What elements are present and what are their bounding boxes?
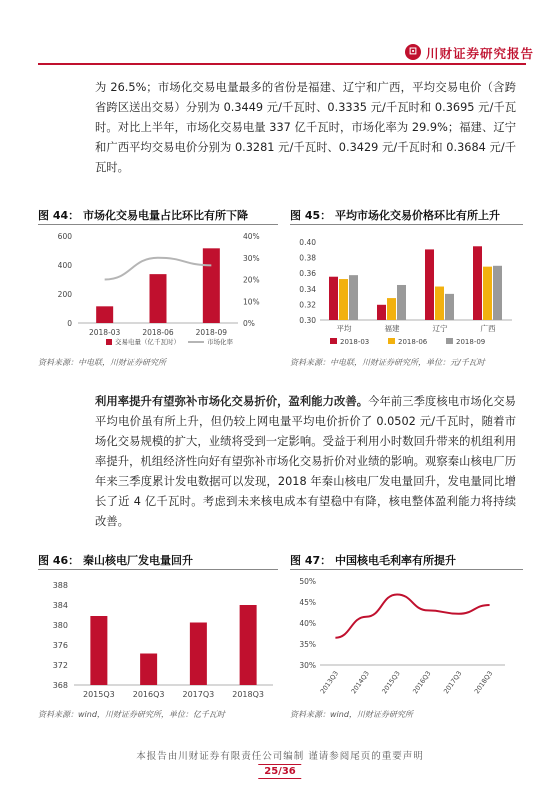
bar-trade-volume <box>203 248 220 323</box>
chart-svg <box>38 228 278 353</box>
x-tick-label: 2014Q3 <box>349 669 371 696</box>
figure-47-chart <box>290 573 523 705</box>
figure-44-chart <box>38 228 278 353</box>
x-tick-label: 2017Q3 <box>442 669 464 696</box>
figure-45-chart <box>290 228 523 353</box>
figure-47-rule <box>290 569 523 570</box>
x-tick-label: 2015Q3 <box>380 669 402 696</box>
bar-price <box>473 246 482 320</box>
bar-generation <box>90 616 107 685</box>
x-tick-label: 2018-09 <box>195 328 228 337</box>
y-tick-label: 0.38 <box>299 253 316 263</box>
bar-price <box>387 298 396 320</box>
y-tick-label: 0.34 <box>299 284 316 294</box>
x-tick-label: 2013Q3 <box>318 669 341 696</box>
figure-45-source: 资料来源：中电联，川财证券研究所，单位：元/千瓦时 <box>290 358 485 367</box>
y-tick-label: 0.30 <box>299 316 316 325</box>
y-left-tick-label: 0 <box>67 319 72 328</box>
y-tick-label: 50% <box>299 577 316 586</box>
y-tick-label: 376 <box>52 641 68 650</box>
bar-price <box>397 285 406 320</box>
figure-47-title: 图 47： 中国核电毛利率有所提升 <box>290 554 456 567</box>
x-tick-label: 辽宁 <box>432 324 448 333</box>
bar-generation <box>140 654 157 686</box>
header-divider <box>38 63 526 65</box>
y-right-tick-label: 10% <box>243 297 260 307</box>
chart-svg <box>290 573 523 705</box>
x-tick-label: 2018Q3 <box>472 669 495 696</box>
legend-swatch <box>330 338 337 344</box>
x-tick-label: 福建 <box>384 324 400 333</box>
y-right-tick-label: 0% <box>243 319 255 328</box>
y-tick-label: 0.36 <box>299 269 316 279</box>
bar-generation <box>240 605 257 685</box>
figure-46-title: 图 46： 秦山核电厂发电量回升 <box>38 554 193 567</box>
x-tick-label: 广西 <box>480 324 496 333</box>
page-number: 25/36 <box>258 764 301 779</box>
chart-svg <box>290 228 523 353</box>
y-tick-label: 372 <box>52 661 68 670</box>
y-tick-label: 30% <box>299 661 316 670</box>
x-tick-label: 2018Q3 <box>232 690 264 699</box>
bar-price <box>435 287 444 320</box>
x-tick-label: 2018-03 <box>88 328 121 337</box>
bar-price <box>483 267 492 320</box>
y-tick-label: 40% <box>299 619 316 628</box>
bar-price <box>349 275 358 320</box>
chart-svg <box>38 573 278 705</box>
figure-45-rule <box>290 224 523 225</box>
x-tick-label: 2018-06 <box>142 328 174 337</box>
x-tick-label: 2015Q3 <box>83 690 115 699</box>
paragraph-2-lead: 利用率提升有望弥补市场化交易折价，盈利能力改善。 <box>95 395 369 408</box>
legend-label: 2018-06 <box>398 338 428 346</box>
y-tick-label: 388 <box>52 581 68 590</box>
figure-45-title: 图 45： 平均市场化交易价格环比有所上升 <box>290 209 500 222</box>
y-right-tick-label: 40% <box>243 232 260 241</box>
y-tick-label: 384 <box>52 601 68 610</box>
figure-44-title: 图 44： 市场化交易电量占比环比有所下降 <box>38 209 248 222</box>
paragraph-2-body: 今年前三季度核电市场化交易平均电价虽有所上升，但仍较上网电量平均电价折价了 0.0502 元/千瓦时，随着市场化交易规模的扩大，业绩将受到一定影响。受益于利用小时数回升带来的机组利用率提升，机组经济性向好有望弥补市场化交易折价对业绩的影响。观察秦山核电厂历年来三季度累计发电数据可以发现，2018 年秦山核电厂发电量回升，发电量同比增长了近 4 亿千瓦时。考虑到未来核电成本有望稳中有降，核电整体盈利能力将持续改善。 <box>95 395 516 528</box>
bar-trade-volume <box>150 274 167 323</box>
bar-price <box>445 294 454 320</box>
legend-label: 2018-09 <box>456 338 486 346</box>
bar-price <box>377 305 386 320</box>
bar-price <box>425 249 434 320</box>
bar-price <box>329 277 338 320</box>
y-tick-label: 0.40 <box>299 238 316 247</box>
page-header <box>0 0 560 66</box>
y-tick-label: 0.32 <box>299 300 316 310</box>
legend-swatch-volume <box>106 339 112 345</box>
y-left-tick-label: 200 <box>57 290 72 299</box>
y-left-tick-label: 600 <box>57 232 72 241</box>
y-right-tick-label: 20% <box>243 275 260 285</box>
y-tick-label: 380 <box>52 621 68 630</box>
x-tick-label: 2017Q3 <box>182 690 215 699</box>
y-left-tick-label: 400 <box>57 261 72 270</box>
legend-label-rate: 市场化率 <box>207 338 233 346</box>
legend-swatch <box>446 338 453 344</box>
figure-46-chart <box>38 573 278 705</box>
figure-46-source: 资料来源：wind，川财证券研究所，单位：亿千瓦时 <box>38 710 225 719</box>
y-right-tick-label: 30% <box>243 253 260 263</box>
line-gross-margin <box>335 594 489 637</box>
bar-generation <box>190 623 207 686</box>
x-tick-label: 平均 <box>336 324 352 333</box>
y-tick-label: 368 <box>52 681 68 690</box>
bar-price <box>493 266 502 320</box>
legend-label: 2018-03 <box>340 338 370 346</box>
report-brand-title: 川财证券研究报告 <box>426 46 535 61</box>
company-logo-icon: ⊡ <box>405 44 421 60</box>
bar-price <box>339 279 348 320</box>
body-paragraph-2 <box>95 392 516 532</box>
figure-44-source: 资料来源：中电联，川财证券研究所 <box>38 358 166 367</box>
y-tick-label: 45% <box>299 598 316 607</box>
legend-label-volume: 交易电量（亿千瓦时） <box>115 338 180 346</box>
body-paragraph-1: 为 26.5%；市场化交易电量最多的省份是福建、辽宁和广西，平均交易电价（含跨省跨区送出交易）分别为 0.3449 元/千瓦时、0.3335 元/千瓦时和 0.3695 元/千瓦时。对比上半年，市场化交易电量 337 亿千瓦时，市场化率为 29.9%；福建、辽宁和广西平均交易电价分别为 0.3281 元/千瓦时、0.3429 元/千瓦时和 0.3684 元/千瓦时。 <box>95 81 516 174</box>
figure-44-rule <box>38 224 278 225</box>
x-tick-label: 2016Q3 <box>132 690 165 699</box>
x-tick-label: 2016Q3 <box>411 669 433 696</box>
figure-47-source: 资料来源：wind，川财证券研究所 <box>290 710 413 719</box>
y-tick-label: 35% <box>299 640 316 649</box>
legend-swatch <box>388 338 395 344</box>
bar-trade-volume <box>96 306 113 323</box>
footer-disclaimer: 本报告由川财证券有限责任公司编制 谨请参阅尾页的重要声明 <box>136 751 424 762</box>
figure-46-rule <box>38 569 278 570</box>
